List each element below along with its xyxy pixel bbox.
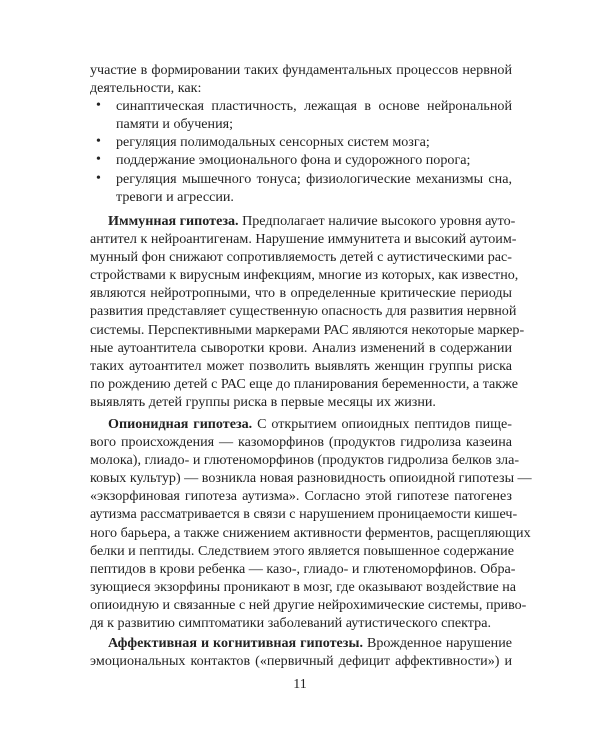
text-line: «экзорфиновая гипотеза аутизма». Согласно этой гипотезе патогенез — [90, 488, 512, 505]
bullet-icon: • — [96, 134, 101, 150]
text-line: аутизма рассматривается в связи с нарушением проницаемости кишеч- — [90, 506, 518, 523]
text-line: дя к развитию симптоматики заболеваний аутистического спектра. — [90, 615, 491, 632]
page-number: 11 — [293, 677, 307, 692]
text-line: тревоги и агрессии. — [116, 188, 234, 205]
text-line: эмоциональных контактов («первичный дефицит аффективности») и — [90, 653, 512, 670]
text-line — [90, 212, 516, 230]
text-line — [90, 634, 512, 652]
text-line: опиоидную и связанные с ней другие нейрохимические системы, приво- — [90, 596, 527, 613]
text-line: системы. Перспективными маркерами РАС являются некоторые маркер- — [90, 321, 525, 338]
text-line: памяти и обучения; — [116, 116, 234, 133]
text-line: регуляция мышечного тонуса; физиологические механизмы сна, — [116, 170, 512, 187]
bullet-item — [90, 133, 512, 151]
text-line: ные аутоантитела сыворотки крови. Анализ изменений в содержании — [90, 339, 512, 356]
text-line: участие в формировании таких фундаментальных процессов нервной — [90, 62, 512, 78]
bullet-item — [90, 151, 512, 169]
affective-hypothesis-paragraph — [90, 634, 512, 670]
text-line: белки и пептиды. Следствием этого является повышенное содержание — [90, 542, 514, 559]
text-line: регуляция полимодальных сенсорных систем мозга; — [116, 134, 430, 151]
text-line: пептидов в крови ребенка — казо-, глиадо- и глютеноморфинов. Обра- — [90, 560, 516, 577]
text-line: ковых культур) — возникла новая разновидность опиоидной гипотезы — — [90, 470, 532, 487]
bullet-icon: • — [96, 170, 101, 186]
text-line: поддержание эмоционального фона и судорожного порога; — [116, 152, 471, 169]
heading-continuation: Врожденное нарушение — [363, 635, 512, 651]
text-line: выявлять детей группы риска в первые месяцы их жизни. — [90, 393, 436, 410]
text-line: по рождению детей с РАС еще до планирования беременности, а также — [90, 375, 518, 392]
text-line: деятельности, как: — [90, 80, 202, 97]
text-line: развития представляет существенную опасность для развития нервной — [90, 303, 517, 320]
text-line: синаптическая пластичность, лежащая в основе нейрональной — [116, 98, 512, 115]
bullet-item — [90, 170, 512, 206]
section-heading: Иммунная гипотеза. — [108, 213, 239, 229]
bullet-item — [90, 97, 512, 133]
immune-hypothesis-paragraph — [90, 212, 525, 411]
text-line: антител к нейроантигенам. Нарушение иммунитета и высокий аутоим- — [90, 231, 517, 248]
bullet-icon: • — [96, 152, 101, 168]
text-line: зующиеся экзорфины проникают в мозг, где оказывают воздействие на — [90, 578, 517, 595]
intro-paragraph — [90, 61, 512, 206]
text-line: стройствами к вирусным инфекциям, многие из которых, как известно, — [90, 267, 519, 284]
text-line: ного барьера, а также снижением активности ферментов, расщепляющих — [90, 524, 531, 541]
heading-continuation: Предполагает наличие высокого уровня ауто- — [238, 213, 516, 229]
opioid-hypothesis-paragraph — [90, 415, 532, 632]
text-line: мунный фон снижают сопротивляемость детей с аутистическими рас- — [90, 249, 512, 266]
text-line — [90, 415, 512, 433]
section-heading: Аффективная и когнитивная гипотезы. — [108, 635, 363, 651]
bullet-icon: • — [96, 98, 101, 114]
text-line: являются нейротропными, что в определенные критические периоды — [90, 285, 512, 302]
text-line: таких аутоантител может позволить выявлять женщин группы риска — [90, 357, 512, 374]
text-line: вого происхождения — казоморфинов (продуктов гидролиза казеина — [90, 434, 512, 451]
heading-continuation: С открытием опиоидных пептидов пище- — [252, 416, 512, 432]
section-heading: Опионидная гипотеза. — [108, 416, 253, 432]
text-line: молока), глиадо- и глютеноморфинов (продуктов гидролиза белков зла- — [90, 452, 520, 469]
